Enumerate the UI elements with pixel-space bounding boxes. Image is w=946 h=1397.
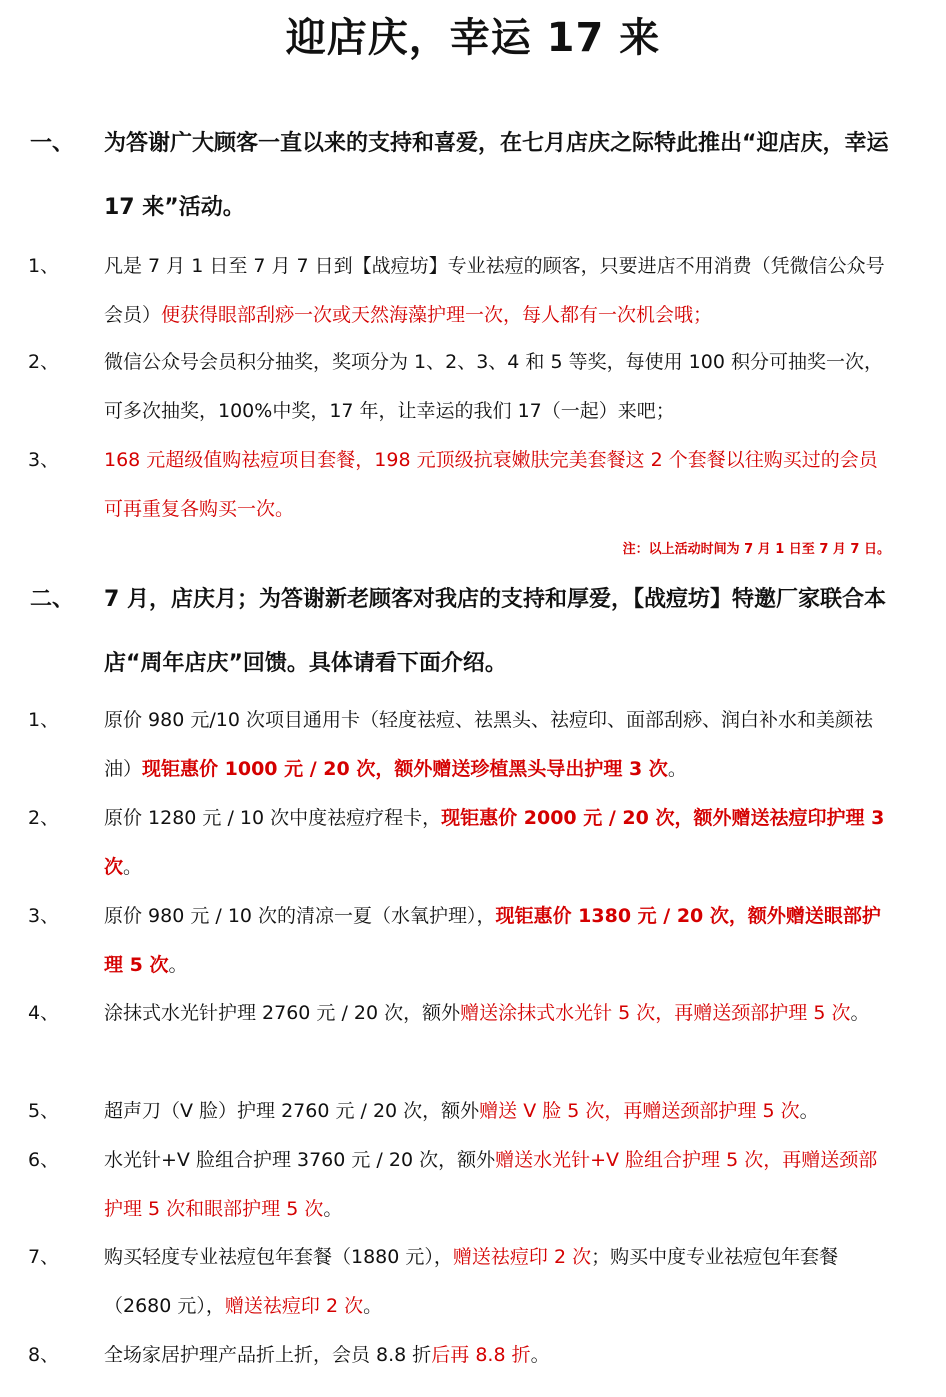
item-text-plain: 全场家居护理产品折上折，会员 8.8 折 — [104, 1344, 432, 1366]
item-text-plain: 购买轻度专业祛痘包年套餐（1880 元）， — [104, 1246, 453, 1268]
section-2-heading-text: 7 月，店庆月；为答谢新老顾客对我店的支持和厚爱，【战痘坊】特邀厂家联合本店“周年店庆”回馈。具体请看下面介绍。 — [104, 587, 886, 676]
item-text — [104, 1233, 896, 1331]
item-text — [104, 989, 896, 1038]
item-text-highlight: 后再 8.8 折 — [431, 1344, 531, 1366]
section-1-number: 一、 — [30, 131, 75, 156]
item-text-highlight: 赠送水光针+V 脸组合护理 5 次，再赠送颈部护理 5 次和眼部护理 5 次 — [104, 1149, 878, 1220]
item-text-end: 。 — [667, 758, 687, 780]
item-number: 3、 — [28, 905, 60, 927]
page-title: 迎店庆，幸运 17 来 — [285, 15, 661, 61]
item-text-highlight: 赠送 V 脸 5 次，再赠送颈部护理 5 次 — [479, 1100, 800, 1122]
item-text-plain: 超声刀（V 脸）护理 2760 元 / 20 次，额外 — [104, 1100, 480, 1122]
item-text-plain: 涂抹式水光针护理 2760 元 / 20 次，额外 — [104, 1002, 461, 1024]
item-text — [104, 436, 896, 534]
item-text-plain: 原价 1280 元 / 10 次中度祛痘疗程卡， — [104, 807, 442, 829]
item-number: 2、 — [28, 807, 60, 829]
item-text-plain-2: ；购买中度专业祛痘包年套餐（2680 元）， — [104, 1246, 839, 1317]
section-1-heading-text: 为答谢广大顾客一直以来的支持和喜爱，在七月店庆之际特此推出“迎店庆，幸运 17 来”活动。 — [104, 131, 889, 220]
activity-note: 注：以上活动时间为 7 月 1 日至 7 月 7 日。 — [622, 542, 890, 557]
item-number: 4、 — [28, 1002, 60, 1024]
item-text-highlight: 现钜惠价 1380 元 / 20 次，额外赠送眼部护理 5 次 — [104, 905, 881, 976]
item-text-plain: 原价 980 元 / 10 次的清凉一夏（水氧护理）， — [104, 905, 496, 927]
item-text — [104, 1136, 896, 1234]
item-text-end: 。 — [323, 1198, 343, 1220]
item-text-plain: 微信公众号会员积分抽奖，奖项分为 1、2、3、4 和 5 等奖，每使用 100 积分可抽奖一次，可多次抽奖，100%中奖，17 年，让幸运的我们 17（一起）来吧； — [104, 351, 883, 422]
item-number: 2、 — [28, 351, 60, 373]
item-text-end: 。 — [123, 856, 143, 878]
item-text-highlight: 现钜惠价 2000 元 / 20 次，额外赠送祛痘印护理 3 次 — [104, 807, 885, 878]
item-text-end: 。 — [168, 954, 188, 976]
item-text-end: 。 — [530, 1344, 550, 1366]
item-text — [104, 242, 896, 340]
item-text-end: 。 — [850, 1002, 870, 1024]
item-number: 5、 — [28, 1100, 60, 1122]
item-text-highlight: 168 元超级值购祛痘项目套餐，198 元顶级抗衰嫩肤完美套餐这 2 个套餐以往购买过的会员可再重复各购买一次。 — [104, 449, 878, 520]
item-number: 8、 — [28, 1344, 60, 1366]
item-number: 7、 — [28, 1246, 60, 1268]
item-text-highlight: 赠送祛痘印 2 次 — [452, 1246, 592, 1268]
item-text-highlight: 赠送涂抹式水光针 5 次，再赠送颈部护理 5 次 — [460, 1002, 851, 1024]
item-text-plain: 凡是 7 月 1 日至 7 月 7 日到【战痘坊】专业祛痘的顾客，只要进店不用消费（凭微信公众号会员） — [104, 255, 885, 326]
item-text-end: 。 — [799, 1100, 819, 1122]
item-number: 1、 — [28, 709, 60, 731]
item-text — [104, 1087, 896, 1136]
item-text — [104, 696, 896, 794]
item-number: 6、 — [28, 1149, 60, 1171]
item-text-highlight: 便获得眼部刮痧一次或天然海藻护理一次，每人都有一次机会哦； — [161, 304, 713, 326]
item-text-highlight-2: 赠送祛痘印 2 次 — [224, 1295, 364, 1317]
section-2-number: 二、 — [30, 587, 75, 612]
item-text — [104, 1331, 896, 1380]
item-text-highlight: 现钜惠价 1000 元 / 20 次，额外赠送珍植黑头导出护理 3 次 — [142, 758, 668, 780]
item-text — [104, 892, 896, 990]
item-text-plain: 水光针+V 脸组合护理 3760 元 / 20 次，额外 — [104, 1149, 496, 1171]
item-text — [104, 338, 896, 436]
item-text-plain: 原价 980 元/10 次项目通用卡（轻度祛痘、祛黑头、祛痘印、面部刮痧、润白补水和美颜祛油） — [104, 709, 873, 780]
item-number: 3、 — [28, 449, 60, 471]
item-text-end: 。 — [363, 1295, 383, 1317]
item-number: 1、 — [28, 255, 60, 277]
item-text — [104, 794, 896, 892]
